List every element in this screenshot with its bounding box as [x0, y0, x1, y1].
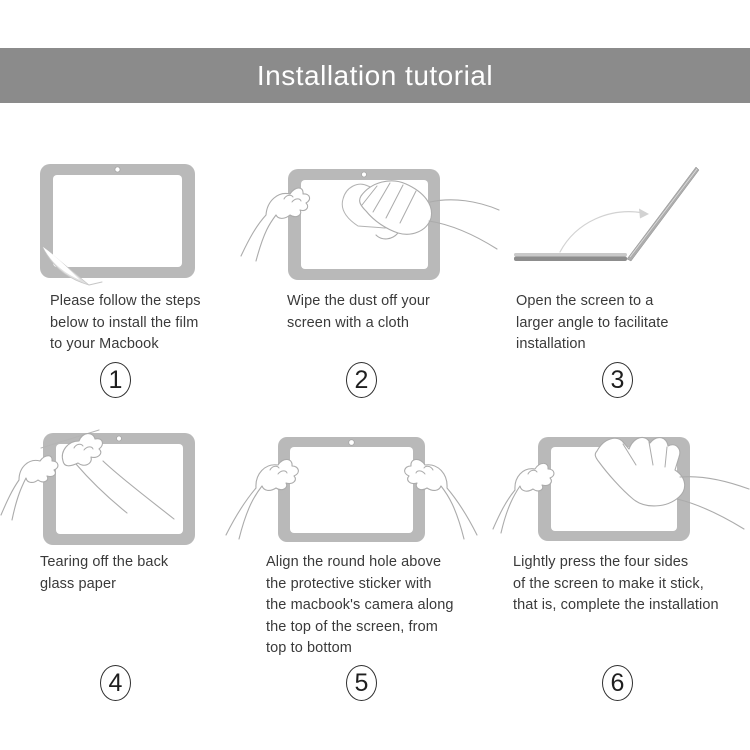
- step-4-number-badge: [100, 665, 131, 701]
- step-2-caption: [287, 291, 430, 334]
- step-text-line: Wipe the dust off your: [287, 293, 430, 309]
- step-5-number-badge: [346, 665, 377, 701]
- step-text-line: installation: [516, 336, 586, 352]
- step-text-line: larger angle to facilitate: [516, 314, 669, 331]
- step-text-line: Tearing off the back: [40, 554, 169, 570]
- step-text-line: Open the screen to a: [516, 293, 654, 309]
- step-text-line: that is, complete the installation: [513, 597, 719, 613]
- step-number: 3: [610, 365, 625, 394]
- step-text-line: the protective sticker with: [266, 575, 432, 592]
- step-text-line: Please follow the steps: [50, 293, 201, 309]
- step-text-line: Align the round hole above: [266, 554, 442, 570]
- step-text-line: top to bottom: [266, 640, 352, 656]
- step-6-caption: [513, 552, 719, 617]
- macbook-peel-film-icon: [30, 158, 210, 290]
- step-3-number-badge: [602, 362, 633, 398]
- align-camera-hole-icon: [225, 425, 485, 550]
- step-text-line: Lightly press the four sides: [513, 554, 689, 570]
- step-1-number-badge: [100, 362, 131, 398]
- step-text-line: glass paper: [40, 575, 117, 592]
- step-text-line: to your Macbook: [50, 336, 159, 352]
- open-laptop-icon: [500, 158, 730, 273]
- step-text-line: below to install the film: [50, 314, 199, 331]
- step-4-caption: [40, 552, 168, 595]
- step-number: 5: [354, 668, 369, 697]
- step-1-caption: [50, 291, 201, 356]
- step-text-line: of the screen to make it stick,: [513, 575, 704, 592]
- wipe-screen-cloth-icon: [240, 155, 500, 290]
- step-text-line: the macbook's camera along: [266, 597, 454, 613]
- step-number: 6: [610, 668, 625, 697]
- step-number: 1: [108, 365, 123, 394]
- tear-back-paper-icon: [0, 420, 245, 555]
- step-6-number-badge: [602, 665, 633, 701]
- step-text-line: the top of the screen, from: [266, 618, 438, 635]
- step-number: 2: [354, 365, 369, 394]
- step-3-caption: [516, 291, 669, 356]
- header-bar: [0, 48, 750, 103]
- page-title: Installation tutorial: [256, 59, 494, 91]
- step-2-number-badge: [346, 362, 377, 398]
- step-text-line: screen with a cloth: [287, 314, 409, 331]
- step-5-caption: [266, 552, 454, 660]
- press-four-sides-icon: [490, 425, 750, 550]
- step-number: 4: [108, 668, 123, 697]
